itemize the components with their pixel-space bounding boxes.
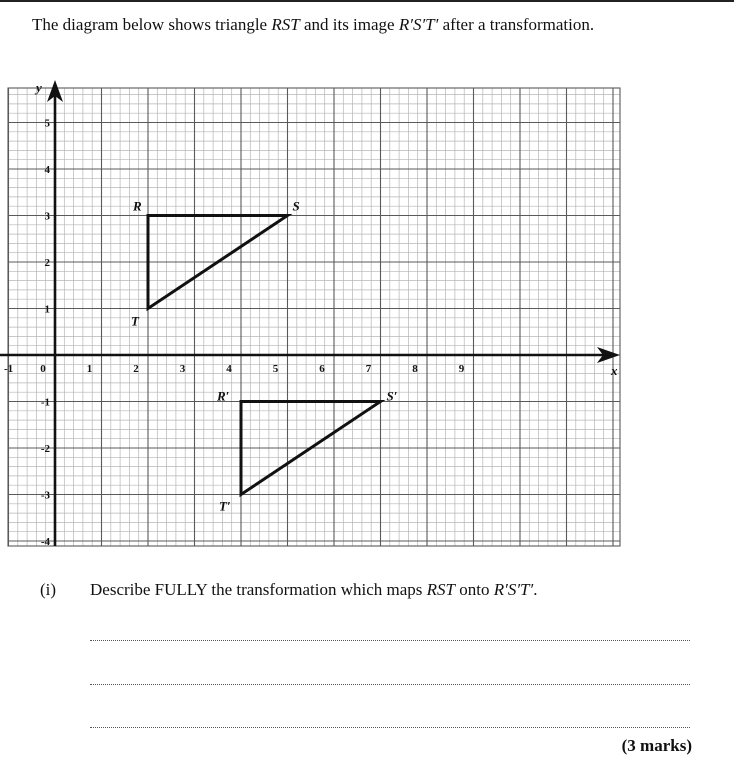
x-tick-label: 0 xyxy=(40,363,46,375)
x-axis-label: x xyxy=(611,363,618,378)
answer-line-1[interactable] xyxy=(90,640,690,641)
vertex-label: T xyxy=(131,313,139,329)
question-from: RST xyxy=(426,580,455,599)
question-middle: onto xyxy=(454,580,494,599)
y-tick-label: 2 xyxy=(44,257,50,269)
question-number: (i) xyxy=(40,580,57,599)
x-tick-label: 5 xyxy=(272,363,279,375)
intro-after: after a transformation. xyxy=(438,15,595,34)
x-tick-label: 3 xyxy=(179,363,186,375)
y-tick-label: -1 xyxy=(40,396,50,409)
question-after: . xyxy=(533,580,538,599)
vertex-label: R xyxy=(133,198,142,214)
vertex-label: T′ xyxy=(219,498,231,514)
y-tick-label: 1 xyxy=(44,303,50,316)
x-tick-label: 2 xyxy=(133,363,139,375)
y-axis-label: y xyxy=(36,80,42,95)
x-tick-label: -1 xyxy=(4,363,14,375)
question-to: R′S′T′ xyxy=(493,580,534,599)
y-tick-label: -4 xyxy=(40,536,50,548)
shape-name: RST xyxy=(271,15,300,34)
x-tick-label: 7 xyxy=(365,363,372,375)
vertex-label: R′ xyxy=(217,388,230,404)
y-tick-label: -2 xyxy=(40,443,50,455)
top-rule xyxy=(0,0,734,2)
image-name: R′S′T′ xyxy=(398,15,439,34)
coordinate-grid xyxy=(0,78,734,553)
y-tick-label: 3 xyxy=(44,210,50,223)
x-tick-label: 8 xyxy=(412,363,418,375)
vertex-label: S′ xyxy=(386,388,398,404)
marks-label: (3 marks) xyxy=(621,736,692,755)
x-tick-label: 4 xyxy=(226,363,232,375)
answer-line-3[interactable] xyxy=(90,727,690,728)
intro-middle: and its image xyxy=(299,15,399,34)
x-tick-label: 9 xyxy=(458,363,465,375)
grid-major-lines xyxy=(8,88,620,546)
x-tick-label: 1 xyxy=(86,363,93,375)
y-tick-label: 4 xyxy=(44,164,50,176)
question-text xyxy=(90,580,537,600)
question-before: Describe FULLY the transformation which maps xyxy=(90,580,427,599)
grid-minor-lines xyxy=(8,88,620,546)
y-tick-label: 5 xyxy=(44,117,50,130)
x-tick-label: 6 xyxy=(319,363,325,375)
intro-before: The diagram below shows triangle xyxy=(32,15,272,34)
intro-text xyxy=(32,15,594,35)
vertex-label: S xyxy=(292,198,300,214)
y-tick-label: -3 xyxy=(40,489,50,502)
grid-frame xyxy=(8,88,620,546)
answer-line-2[interactable] xyxy=(90,684,690,685)
